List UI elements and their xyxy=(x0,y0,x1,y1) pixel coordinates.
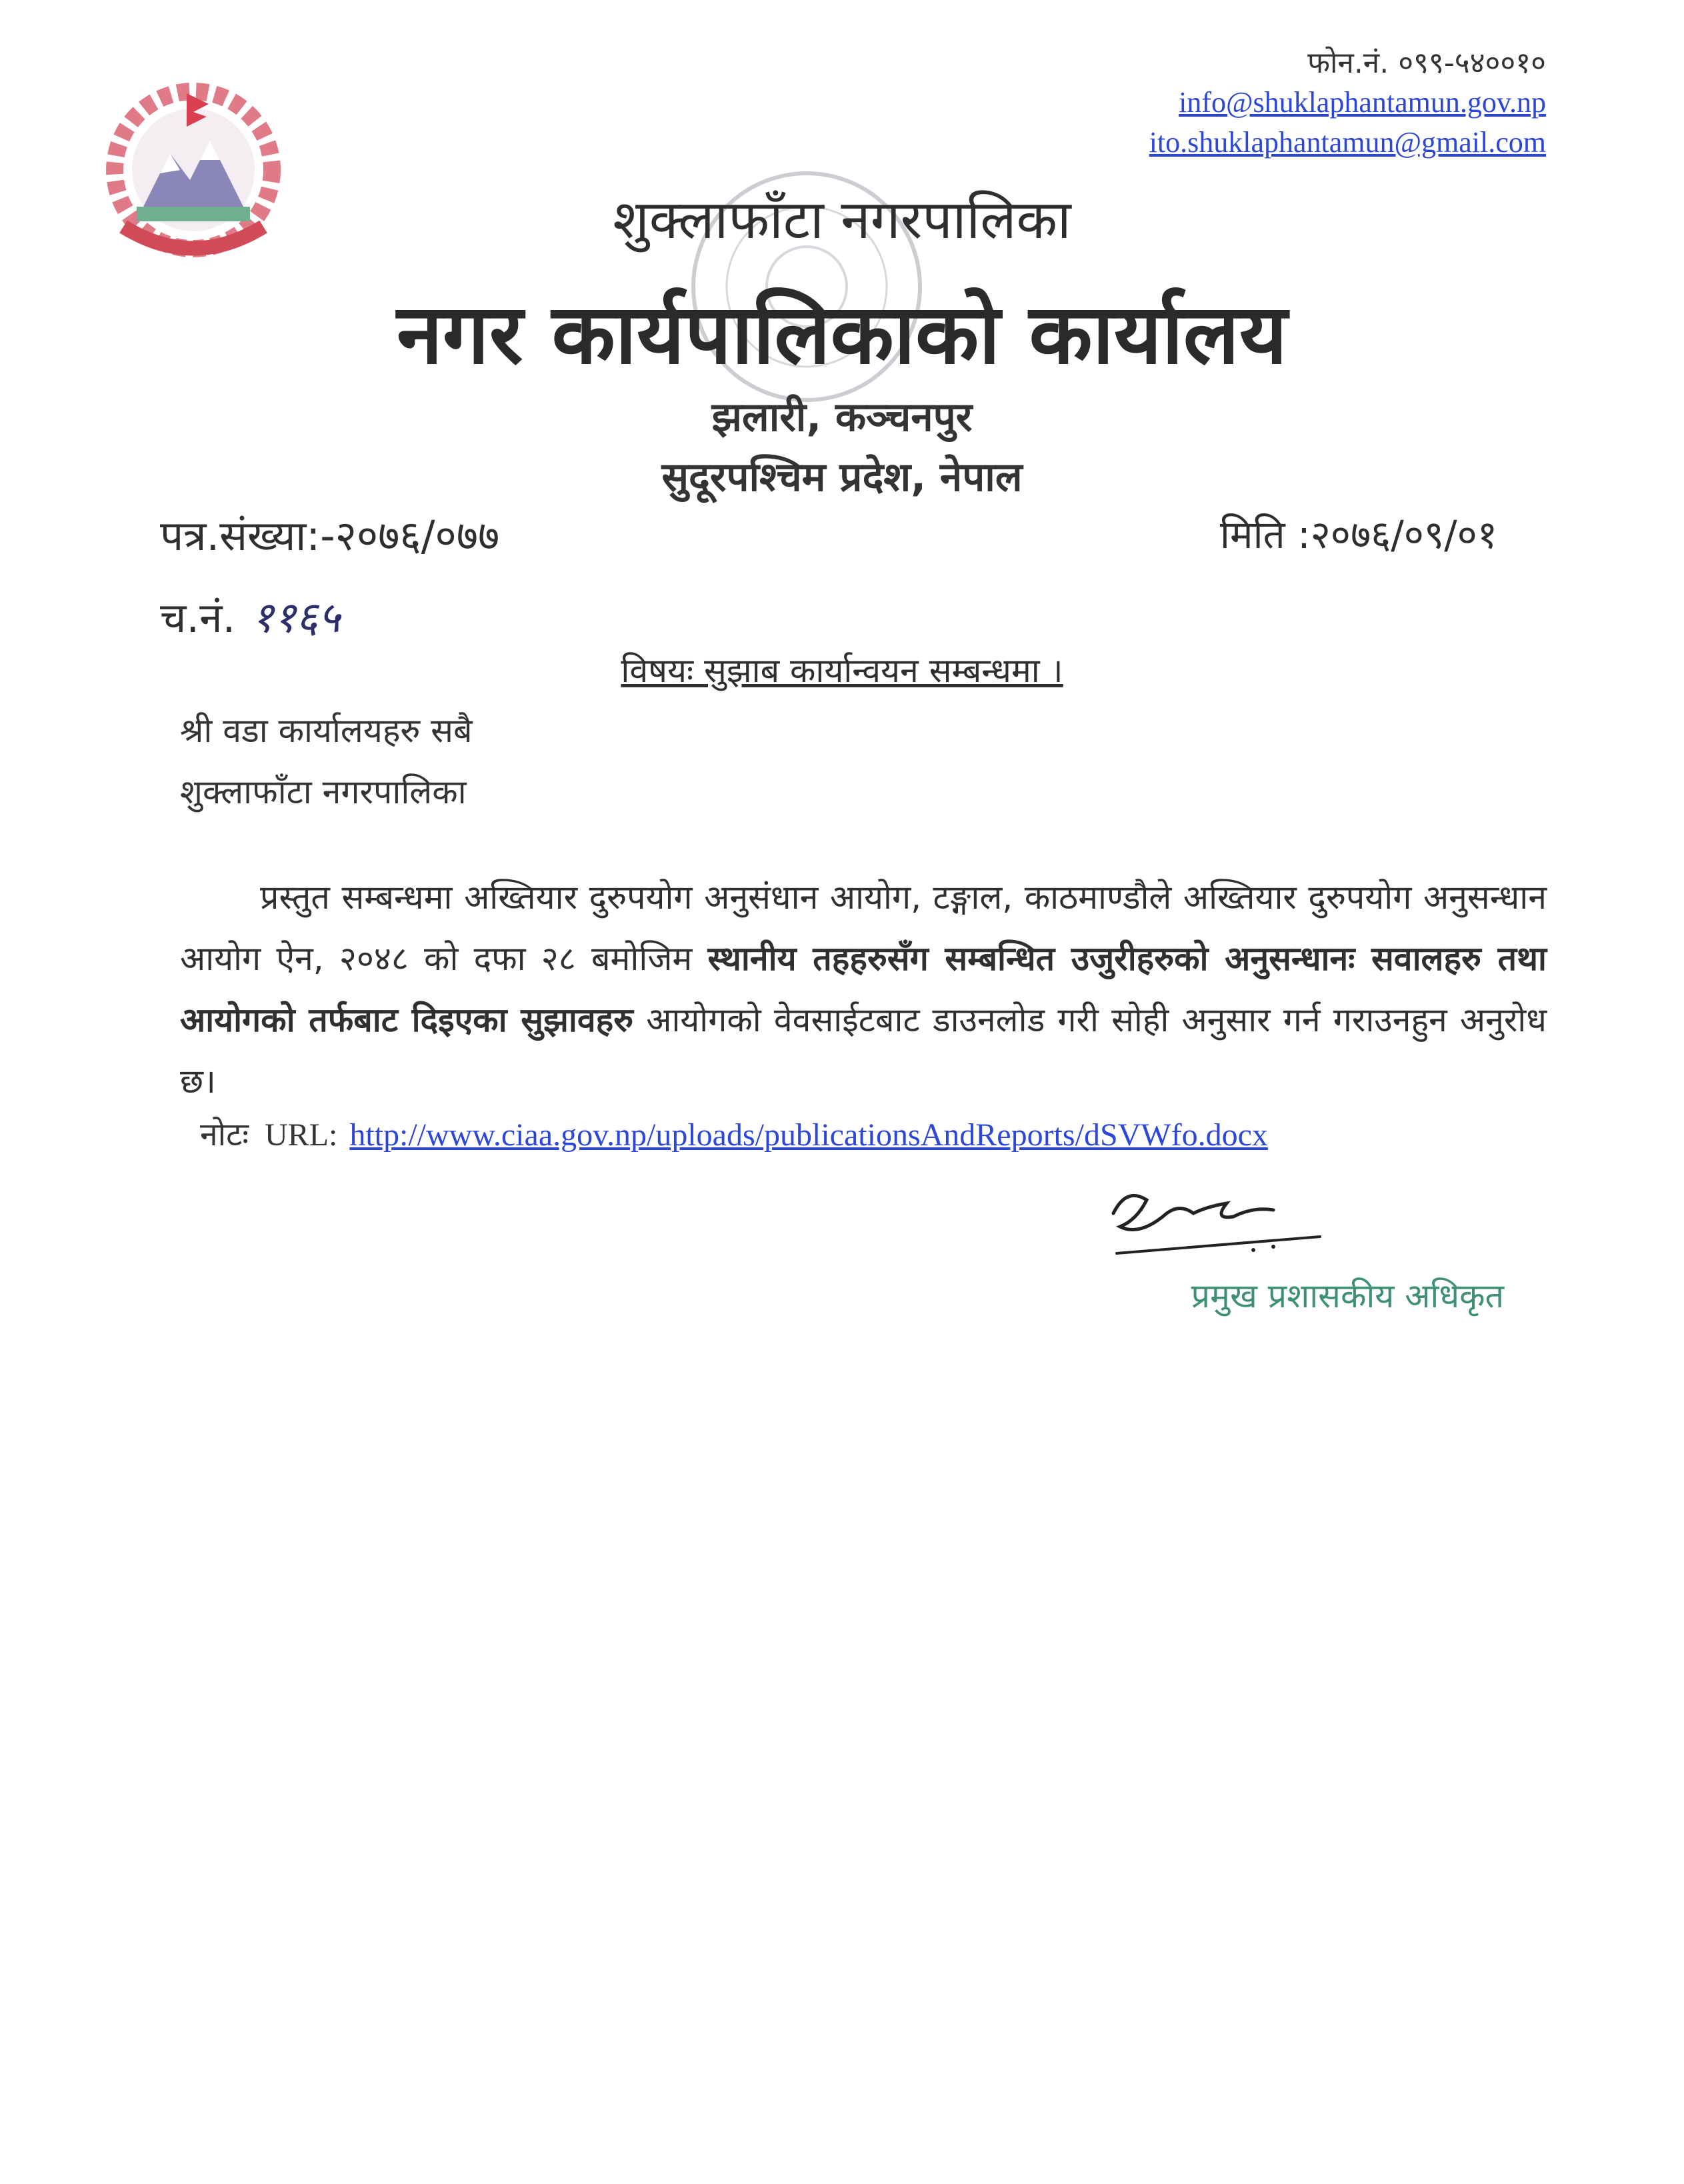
body-text-part-2: आयोगको वेवसाईटबाट डाउनलोड गरी सोही अनुसार गर्न गराउनहुन अनुरोध छ। xyxy=(180,1001,1547,1101)
note-url-link[interactable]: http://www.ciaa.gov.np/uploads/publicationsAndReports/dSVWfo.docx xyxy=(349,1117,1268,1153)
office-name: नगर कार्यपालिकाको कार्यालय xyxy=(397,287,1287,383)
note-line xyxy=(200,1112,1268,1155)
dispatch-label: च.नं. xyxy=(160,593,236,642)
dispatch-number-handwritten: ११६५ xyxy=(251,593,341,643)
address-line-1: झलारी, कञ्चनपुर xyxy=(711,394,973,441)
recipient-line-2: शुक्लाफाँटा नगरपालिका xyxy=(180,773,467,811)
note-url-label: URL: xyxy=(264,1117,338,1153)
subject-line xyxy=(0,647,1684,692)
body-text-bold: स्थानीय तहहरुसँग सम्बन्धित उजुरीहरुको अनुसन्धानः सवालहरु तथा आयोगको तर्फबाट दिइएका सुझावहरु xyxy=(180,939,1547,1039)
reference-number: पत्र.संख्या:-२०७६/०७७ xyxy=(160,511,500,560)
phone-number: फोन.नं. ०९९-५४००१० xyxy=(1307,46,1546,80)
address-line-2: सुदूरपश्चिम प्रदेश, नेपाल xyxy=(661,454,1023,501)
email-link-primary[interactable]: info@shuklaphantamun.gov.np xyxy=(1179,86,1546,119)
email-link-secondary[interactable]: ito.shuklaphantamun@gmail.com xyxy=(1149,126,1546,159)
letter-body xyxy=(180,867,1547,1112)
recipient-line-1: श्री वडा कार्यालयहरु सबै xyxy=(180,711,473,750)
body-text-part-1: प्रस्तुत सम्बन्धमा अख्तियार दुरुपयोग अनुसंधान आयोग, टङ्गाल, काठमाण्डौले अख्तियार दुरुपयोग अनुसन्धान आयोग ऐन, २०४८ को दफा २८ बमोजिम xyxy=(180,878,1547,978)
dispatch-number-row xyxy=(160,587,340,645)
note-label: नोटः xyxy=(200,1116,249,1153)
subject-text: विषयः सुझाब कार्यान्वयन सम्बन्धमा । xyxy=(621,651,1063,690)
signatory-title: प्रमुख प्रशासकीय अधिकृत xyxy=(1191,1277,1504,1315)
handwritten-signature-icon xyxy=(1100,1173,1327,1269)
municipality-name: शुक्लाफाँटा नगरपालिका xyxy=(613,189,1071,251)
letter-date: मिति :२०७६/०९/०१ xyxy=(1219,512,1497,557)
